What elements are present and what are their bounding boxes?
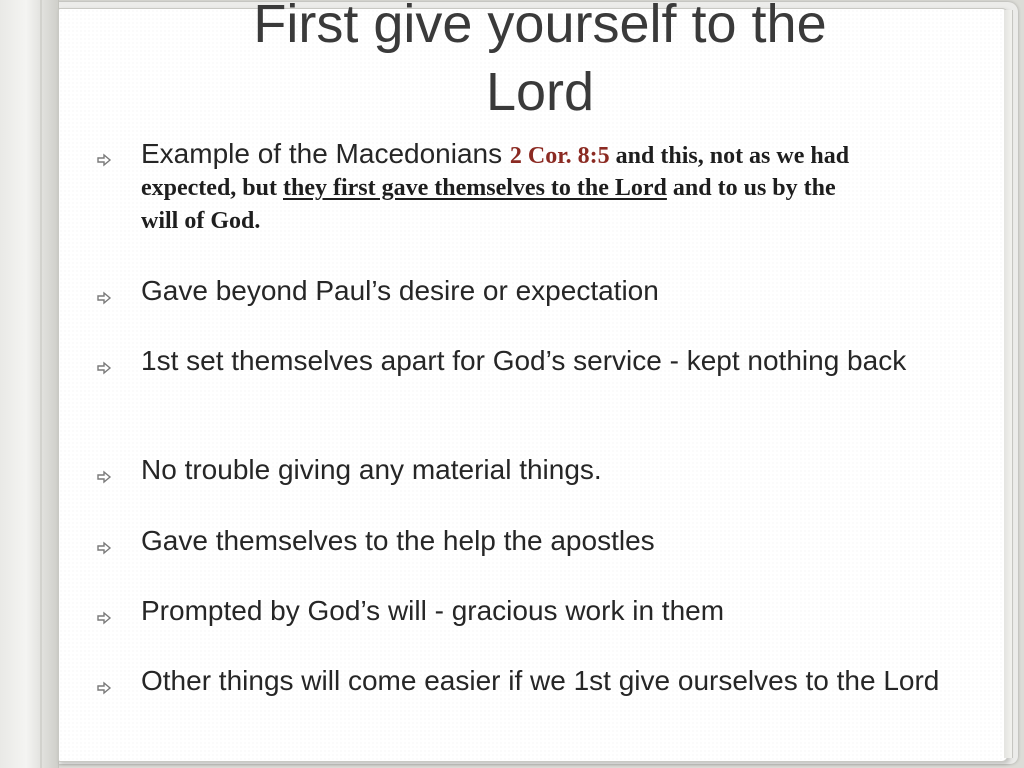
bullet-arrow-icon — [96, 469, 112, 485]
bullet-item-3: 1st set themselves apart for God’s service - kept nothing back — [141, 345, 907, 376]
bullet-item-1-lead: Example of the Macedonians — [141, 138, 510, 169]
bullet-arrow-icon — [96, 610, 112, 626]
bullet-arrow-icon — [96, 680, 112, 696]
notebook-binding — [0, 0, 59, 768]
bullet-item-6: Prompted by God’s will - gracious work in them — [141, 595, 725, 626]
bullet-item-1-quote — [141, 172, 991, 238]
slide-title — [60, 0, 1020, 126]
bullet-item-1-heading — [141, 135, 1001, 175]
slide-title-line-1: First give yourself to the — [253, 0, 827, 54]
scripture-reference: 2 Cor. 8:5 — [509, 143, 610, 169]
bullet-item-5: Gave themselves to the help the apostles — [141, 525, 655, 556]
bullet-item-4: No trouble giving any material things. — [141, 454, 602, 485]
bullet-arrow-icon — [96, 360, 112, 376]
quote-part-a: and this, not as we had — [609, 143, 850, 169]
bullet-item-7: Other things will come easier if we 1st give ourselves to the Lord — [141, 665, 940, 696]
quote-underlined-phrase: they first gave themselves to the Lord — [282, 175, 667, 201]
slide-title-line-2: Lord — [485, 62, 595, 122]
quote-part-c: and to us by the — [666, 175, 836, 201]
bullet-arrow-icon — [96, 540, 112, 556]
bullet-arrow-icon — [96, 290, 112, 306]
bullet-arrow-icon — [96, 152, 112, 168]
bullet-item-2: Gave beyond Paul’s desire or expectation — [141, 275, 659, 306]
quote-part-d: will of God. — [141, 208, 261, 234]
binding-edge-line — [40, 0, 42, 768]
quote-part-b: expected, but — [141, 175, 283, 201]
